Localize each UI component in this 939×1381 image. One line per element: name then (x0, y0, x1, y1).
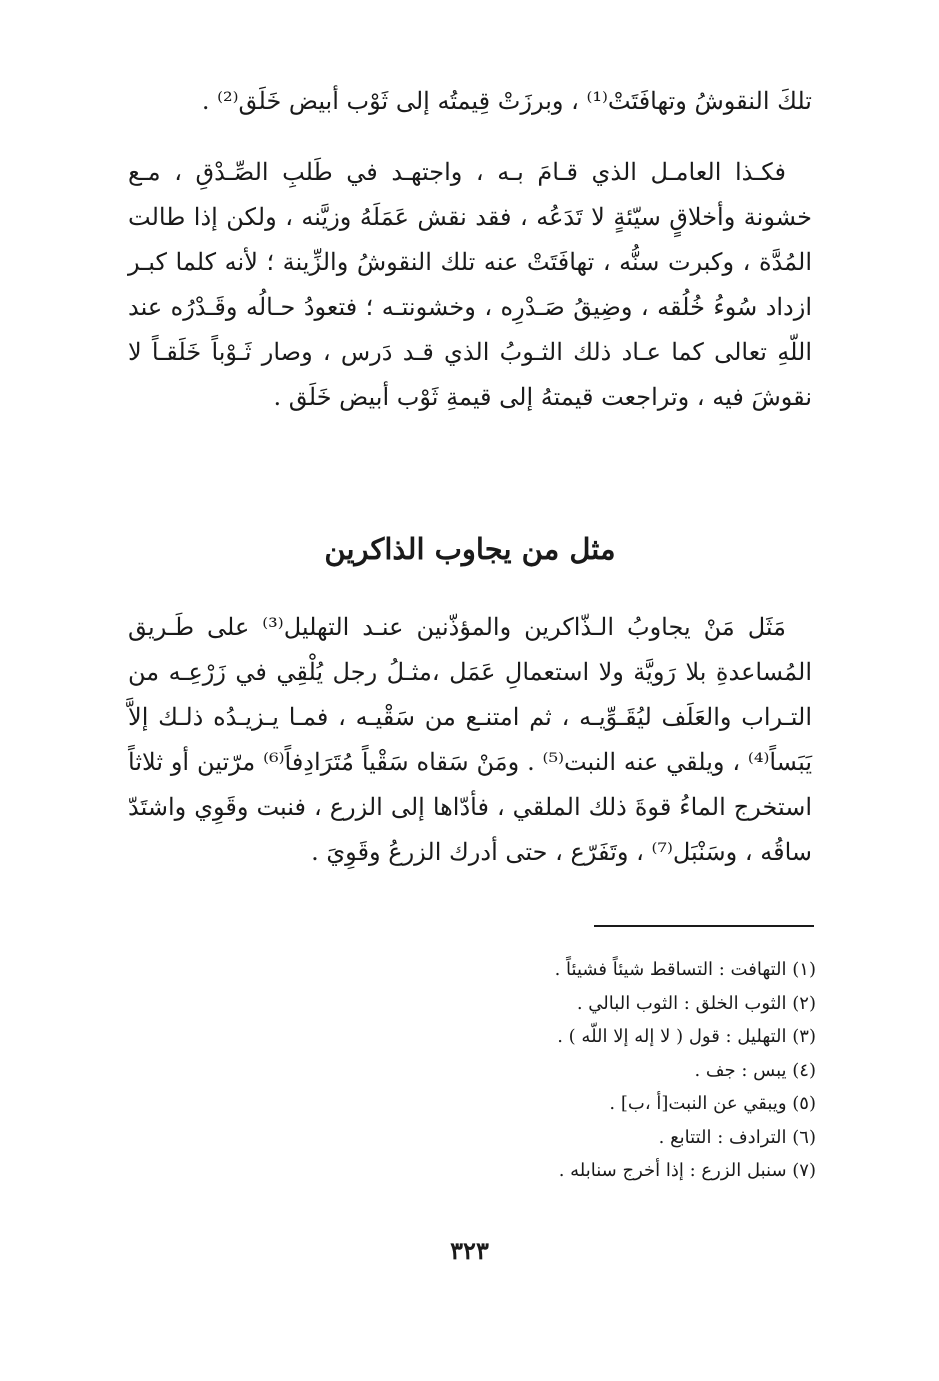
footnote-item: (١) التهافت : التساقط شيئاً فشيئاً . (554, 959, 816, 980)
footnote-item: (٤) يبس : جف . (694, 1059, 816, 1081)
continuation-line: تلكَ النقوشُ وتهافَتَتْ⁽¹⁾ ، وبرزَتْ قِيمتُه إلى ثَوْب أبيض خَلَق⁽²⁾ . (201, 87, 812, 115)
footnote-item: (٣) التهليل : قول ( لا إله إلا اللّه ) . (557, 1026, 816, 1047)
main-text-section-1 (128, 150, 812, 420)
main-text-top (128, 79, 812, 124)
footnote-item: (٢) الثوب الخلق : الثوب البالي . (576, 992, 816, 1014)
footnote-item: (٥) ويبقي عن النبت[أ ،ب] . (609, 1093, 816, 1114)
footnotes-list (420, 953, 816, 1188)
paragraph-farmer-analogy: مَثَل مَنْ يجاوبُ الـذّاكرين والمؤذّنين عنـد التهليل⁽³⁾ على طَـريق المُساعدةِ بلا رَويَّة ولا استعمالِ عَمَل ،مثـلُ رجل يُلْقِي في زَرْعِـه من التـراب والعَلَف ليُقَـوِّيـه ، ثم امتنـع من سَقْيـه ، فمـا يـزيـدُه ذلـك إلاَّ يَبَساً⁽⁴⁾ ، ويلقي عنه النبت⁽⁵⁾ . ومَنْ سَقاه سَقْياً مُتَرَادِفاً⁽⁶⁾ مرّتين أو ثلاثاً استخرج الماءُ قوةَ ذلك الملقي ، فأدّاها إلى الزرع ، فنبت وقَوِي واشتَدّ ساقُه ، وسَنْبَل⁽⁷⁾ ، وتَفَرّع ، حتى أدرك الزرعُ وقَوِيَ . (128, 613, 812, 866)
paragraph-worker-analogy: فكـذا العامـل الذي قـامَ بـه ، واجتهـد في طَلبِ الصِّـدْقِ ، مـع خشونة وأخلاقٍ سيّئةٍ لا تَدَعُه ، فقد نقش عَمَلَهُ وزيَّنه ، ولكن إذا طالت المُدَّة ، وكبرت سنُّه ، تهافَتَتْ عنه تلك النقوشُ والزِّينة ؛ لأنه كلما كبـر ازداد سُوءُ خُلُقه ، وضِيقُ صَـدْرِه ، وخشونتـه ؛ فتعودُ حـالُه وقَـدْرُه عند اللّهِ تعالى كما عـاد ذلك الثـوبُ الذي قـد دَرس ، وصار ثَـوْباً خَلَقـاً لا نقوشَ فيه ، وتراجعت قيمتهُ إلى قيمةِ ثَوْب أبيض خَلَق . (128, 158, 812, 411)
footnote-item: (٧) سنبل الزرع : إذا أخرج سنابله . (558, 1160, 816, 1181)
footnote-item: (٦) الترادف : التتابع . (658, 1126, 816, 1148)
footnote-divider (594, 925, 814, 927)
main-text-section-2 (128, 605, 812, 875)
page-number: ٣٢٣ (450, 1236, 489, 1265)
section-heading: مثل من يجاوب الذاكرين (324, 532, 616, 567)
